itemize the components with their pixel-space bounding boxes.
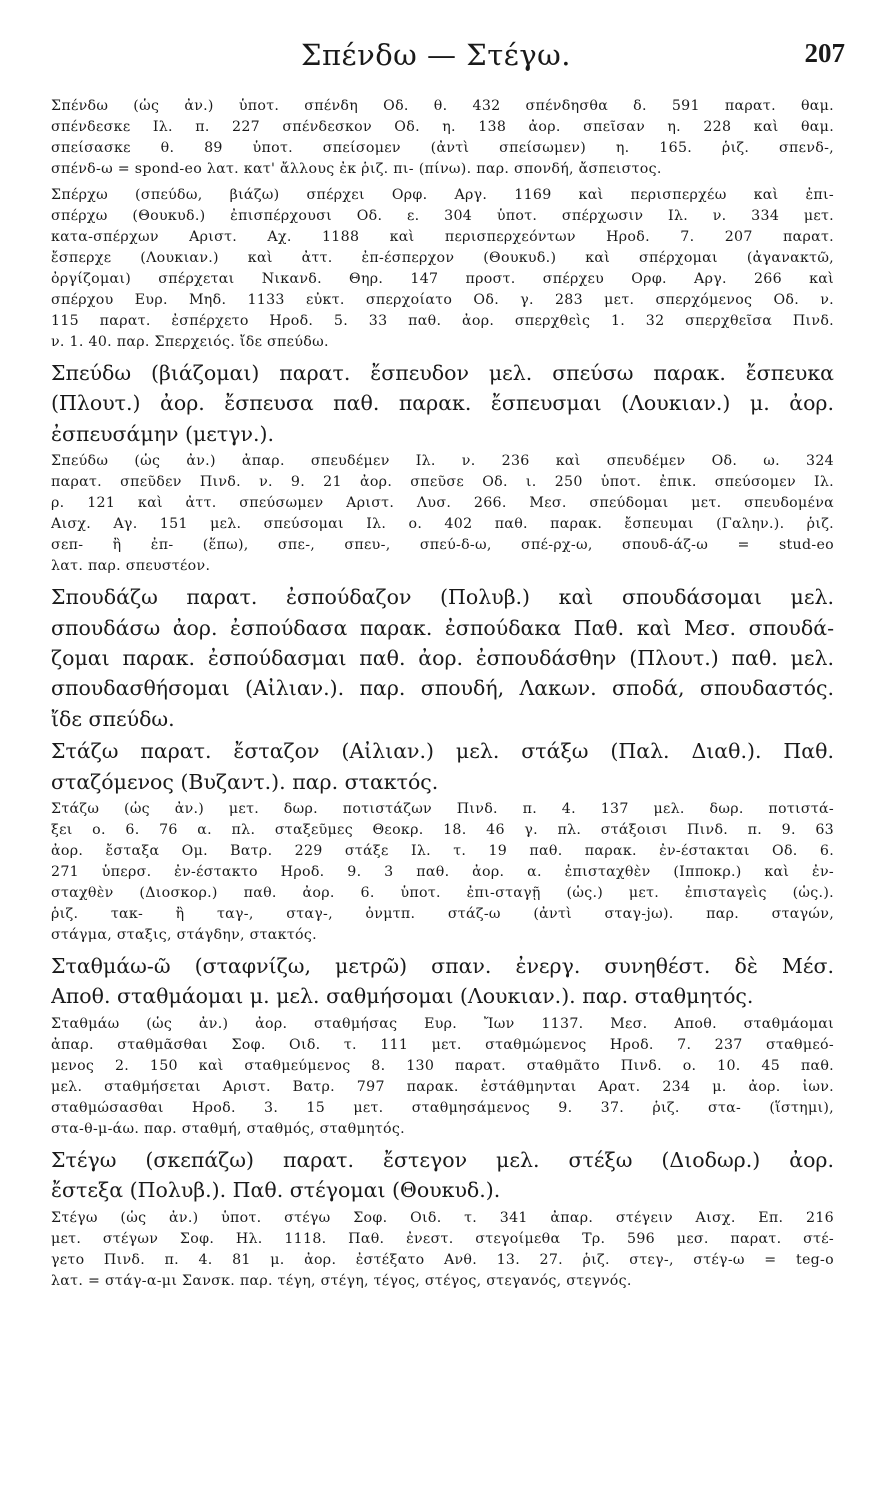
text-line: Σπουδάζω παρατ. ἐσπούδαζον (Πολυβ.) καὶ σπουδάσομαι μελ.	[51, 585, 834, 610]
entry-detail-block	[51, 1014, 834, 1140]
text-line: σεπ- ἢ ἐπ- (ἕπω), σπε-, σπευ-, σπεύ-δ-ω, σπέ-ρχ-ω, σπουδ-άζ-ω = stud-eo	[51, 537, 834, 554]
text-line: (Πλουτ.) ἀορ. ἔσπευσα παθ. παρακ. ἔσπευσμαι (Λουκιαν.) μ. ἀορ.	[51, 391, 834, 416]
entry-headword-block	[51, 1145, 834, 1206]
text-line: Αισχ. Αγ. 151 μελ. σπεύσομαι Ιλ. ο. 402 παθ. παρακ. ἔσπευμαι (Γαλην.). ῥιζ.	[51, 516, 834, 533]
text-line: ἴδε σπεύδω.	[51, 706, 175, 731]
text-line: ζομαι παρακ. ἐσπούδασμαι παθ. ἀορ. ἐσπουδάσθην (Πλουτ.) παθ. μελ.	[51, 646, 834, 671]
text-line: λατ. = στάγ-α-μι Σανσκ. παρ. τέγη, στέγη, τέγος, στέγος, στεγανός, στεγνός.	[51, 1272, 632, 1289]
text-line: Σπεύδω (βιάζομαι) παρατ. ἔσπευδον μελ. σπεύσω παρακ. ἔσπευκα	[51, 361, 834, 385]
text-line: στάγμα, σταξις, στάγδην, στακτός.	[51, 927, 317, 944]
text-line: ἔστεξα (Πολυβ.). Παθ. στέγομαι (Θουκυδ.).	[51, 1178, 501, 1203]
entry-detail-block	[51, 799, 834, 946]
entry-detail-block	[51, 451, 834, 577]
body-text	[51, 96, 834, 1297]
entry-detail-block	[51, 185, 834, 353]
text-line: Σταθμάω-ῶ (σταφνίζω, μετρῶ) σπαν. ἐνεργ. συνηθέστ. δὲ Μέσ.	[51, 954, 834, 979]
text-line: Αποθ. σταθμάομαι μ. μελ. σαθμήσομαι (Λουκιαν.). παρ. σταθμητός.	[51, 984, 754, 1009]
text-line: μενος 2. 150 καὶ σταθμεύμενος 8. 130 παρατ. σταθμᾶτο Πινδ. ο. 10. 45 παθ.	[51, 1057, 834, 1074]
text-line: γετο Πινδ. π. 4. 81 μ. ἀορ. ἐστέξατο Ανθ. 13. 27. ῥιζ. στεγ-, στέγ-ω = teg-o	[51, 1251, 834, 1268]
text-line: ν. 1. 40. παρ. Σπερχειός. ἴδε σπεύδω.	[51, 334, 329, 350]
entry-headword-block	[51, 582, 834, 734]
entry-headword-block	[51, 736, 834, 797]
text-line: Στάζω (ὡς ἀν.) μετ. δωρ. ποτιστάζων Πινδ. π. 4. 137 μελ. δωρ. ποτιστά-	[51, 801, 834, 818]
text-line: λατ. παρ. σπευστέον.	[51, 558, 211, 575]
text-line: σπέρχω (Θουκυδ.) ἐπισπέρχουσι Οδ. ε. 304 ὑποτ. σπέρχωσιν Ιλ. ν. 334 μετ.	[51, 208, 834, 224]
text-line: ὀργίζομαι) σπέρχεται Νικανδ. Θηρ. 147 προστ. σπέρχευ Ορφ. Αργ. 266 καὶ	[51, 271, 834, 287]
text-line: στα-θ-μ-άω. παρ. σταθμή, σταθμός, σταθμητός.	[51, 1120, 405, 1137]
text-line: σταχθὲν (Διοσκορ.) παθ. ἀορ. 6. ὑποτ. ἐπι-σταγῇ (ὡς.) μετ. ἐπισταγεὶς (ὡς.).	[51, 885, 834, 902]
text-line: ἔσπερχε (Λουκιαν.) καὶ ἀττ. ἐπ-έσπερχον (Θουκυδ.) καὶ σπέρχομαι (ἀγανακτῶ,	[51, 250, 834, 266]
text-line: ἀπαρ. σταθμᾶσθαι Σοφ. Οιδ. τ. 111 μετ. σταθμώμενος Ηροδ. 7. 237 σταθμεό-	[51, 1036, 834, 1053]
text-line: σπένδεσκε Ιλ. π. 227 σπένδεσκον Οδ. η. 138 ἀορ. σπεῖσαν η. 228 καὶ θαμ.	[51, 119, 834, 135]
text-line: 271 ὑπερσ. ἐν-έστακτο Ηροδ. 9. 3 παθ. ἀορ. α. ἐπισταχθὲν (Ιπποκρ.) καὶ ἐν-	[51, 864, 834, 881]
text-line: Στέγω (σκεπάζω) παρατ. ἔστεγον μελ. στέξω (Διοδωρ.) ἀορ.	[51, 1147, 834, 1172]
text-line: παρατ. σπεῦδεν Πινδ. ν. 9. 21 ἀορ. σπεῦσε Οδ. ι. 250 ὑποτ. ἐπικ. σπεύσομεν Ιλ.	[51, 474, 834, 491]
entry-headword-block	[51, 358, 834, 449]
text-line: ρ. 121 καὶ ἀττ. σπεύσωμεν Αριστ. Λυσ. 266. Μεσ. σπεύδομαι μετ. σπευδομένα	[51, 495, 834, 512]
text-line: Σταθμάω (ὡς ἀν.) ἀορ. σταθμήσας Ευρ. Ἴων 1137. Μεσ. Αποθ. σταθμάομαι	[51, 1015, 834, 1032]
text-line: κατα-σπέρχων Αριστ. Αχ. 1188 καὶ περισπερχεόντων Ηροδ. 7. 207 παρατ.	[51, 229, 834, 245]
text-line: σταζόμενος (Βυζαντ.). παρ. στακτός.	[51, 769, 439, 794]
text-line: Στέγω (ὡς ἀν.) ὑποτ. στέγω Σοφ. Οιδ. τ. 341 ἀπαρ. στέγειν Αισχ. Επ. 216	[51, 1209, 834, 1226]
running-head	[0, 38, 872, 88]
text-line: Σπένδω (ὡς ἀν.) ὑποτ. σπένδη Οδ. θ. 432 σπένδησθα δ. 591 παρατ. θαμ.	[51, 98, 834, 114]
entry-detail-block	[51, 96, 834, 180]
text-line: ξει ο. 6. 76 α. πλ. σταξεῦμες Θεοκρ. 18. 46 γ. πλ. στάξοισι Πινδ. π. 9. 63	[51, 822, 834, 839]
text-line: ἐσπευσάμην (μετγν.).	[51, 421, 274, 446]
page-title: Σπένδω — Στέγω.	[300, 38, 572, 72]
text-line: μετ. στέγων Σοφ. Ηλ. 1118. Παθ. ἐνεστ. στεγοίμεθα Τρ. 596 μεσ. παρατ. στέ-	[51, 1230, 834, 1247]
text-line: ἀορ. ἔσταξα Ομ. Βατρ. 229 στάξε Ιλ. τ. 19 παθ. παρακ. ἐν-έστακται Οδ. 6.	[51, 843, 834, 860]
text-line: σπέρχου Ευρ. Μηδ. 1133 εὐκτ. σπερχοίατο Οδ. γ. 283 μετ. σπερχόμενος Οδ. ν.	[51, 292, 834, 308]
entry-headword-block	[51, 951, 834, 1012]
text-line: Στάζω παρατ. ἔσταζον (Αἰλιαν.) μελ. στάξω (Παλ. Διαθ.). Παθ.	[51, 739, 834, 764]
entry-detail-block	[51, 1208, 834, 1292]
text-line: σπουδασθήσομαι (Αἰλιαν.). παρ. σπουδή, Λακων. σποδά, σπουδαστός.	[51, 676, 834, 701]
text-line: Σπέρχω (σπεύδω, βιάζω) σπέρχει Ορφ. Αργ. 1169 καὶ περισπερχέω καὶ ἐπι-	[51, 187, 834, 203]
text-line: Σπεύδω (ὡς ἀν.) ἀπαρ. σπευδέμεν Ιλ. ν. 236 καὶ σπευδέμεν Οδ. ω. 324	[51, 453, 834, 470]
text-line: σταθμώσασθαι Ηροδ. 3. 15 μετ. σταθμησάμενος 9. 37. ῥιζ. στα- (ἵστημι),	[51, 1099, 834, 1116]
text-line: 115 παρατ. ἐσπέρχετο Ηροδ. 5. 33 παθ. ἀορ. σπερχθεὶς 1. 32 σπερχθεῖσα Πινδ.	[51, 313, 834, 329]
text-line: μελ. σταθμήσεται Αριστ. Βατρ. 797 παρακ. ἐστάθμηνται Αρατ. 234 μ. ἀορ. ἰων.	[51, 1078, 834, 1095]
text-line: σπένδ-ω = spond-eo λατ. κατ' ἄλλους ἐκ ῥιζ. πι- (πίνω). παρ. σπονδή, ἄσπειστος.	[51, 161, 662, 177]
text-line: σπουδάσω ἀορ. ἐσπούδασα παρακ. ἐσπούδακα Παθ. καὶ Μεσ. σπουδά-	[51, 615, 834, 640]
text-line: σπείσασκε θ. 89 ὑποτ. σπείσομεν (ἀντὶ σπείσωμεν) η. 165. ῥιζ. σπενδ-,	[51, 140, 834, 156]
page-number: 207	[804, 38, 845, 68]
text-line: ῥιζ. τακ- ἢ ταγ-, σταγ-, ὀνμτπ. στάζ-ω (ἀντὶ σταγ-jω). παρ. σταγών,	[51, 906, 834, 923]
